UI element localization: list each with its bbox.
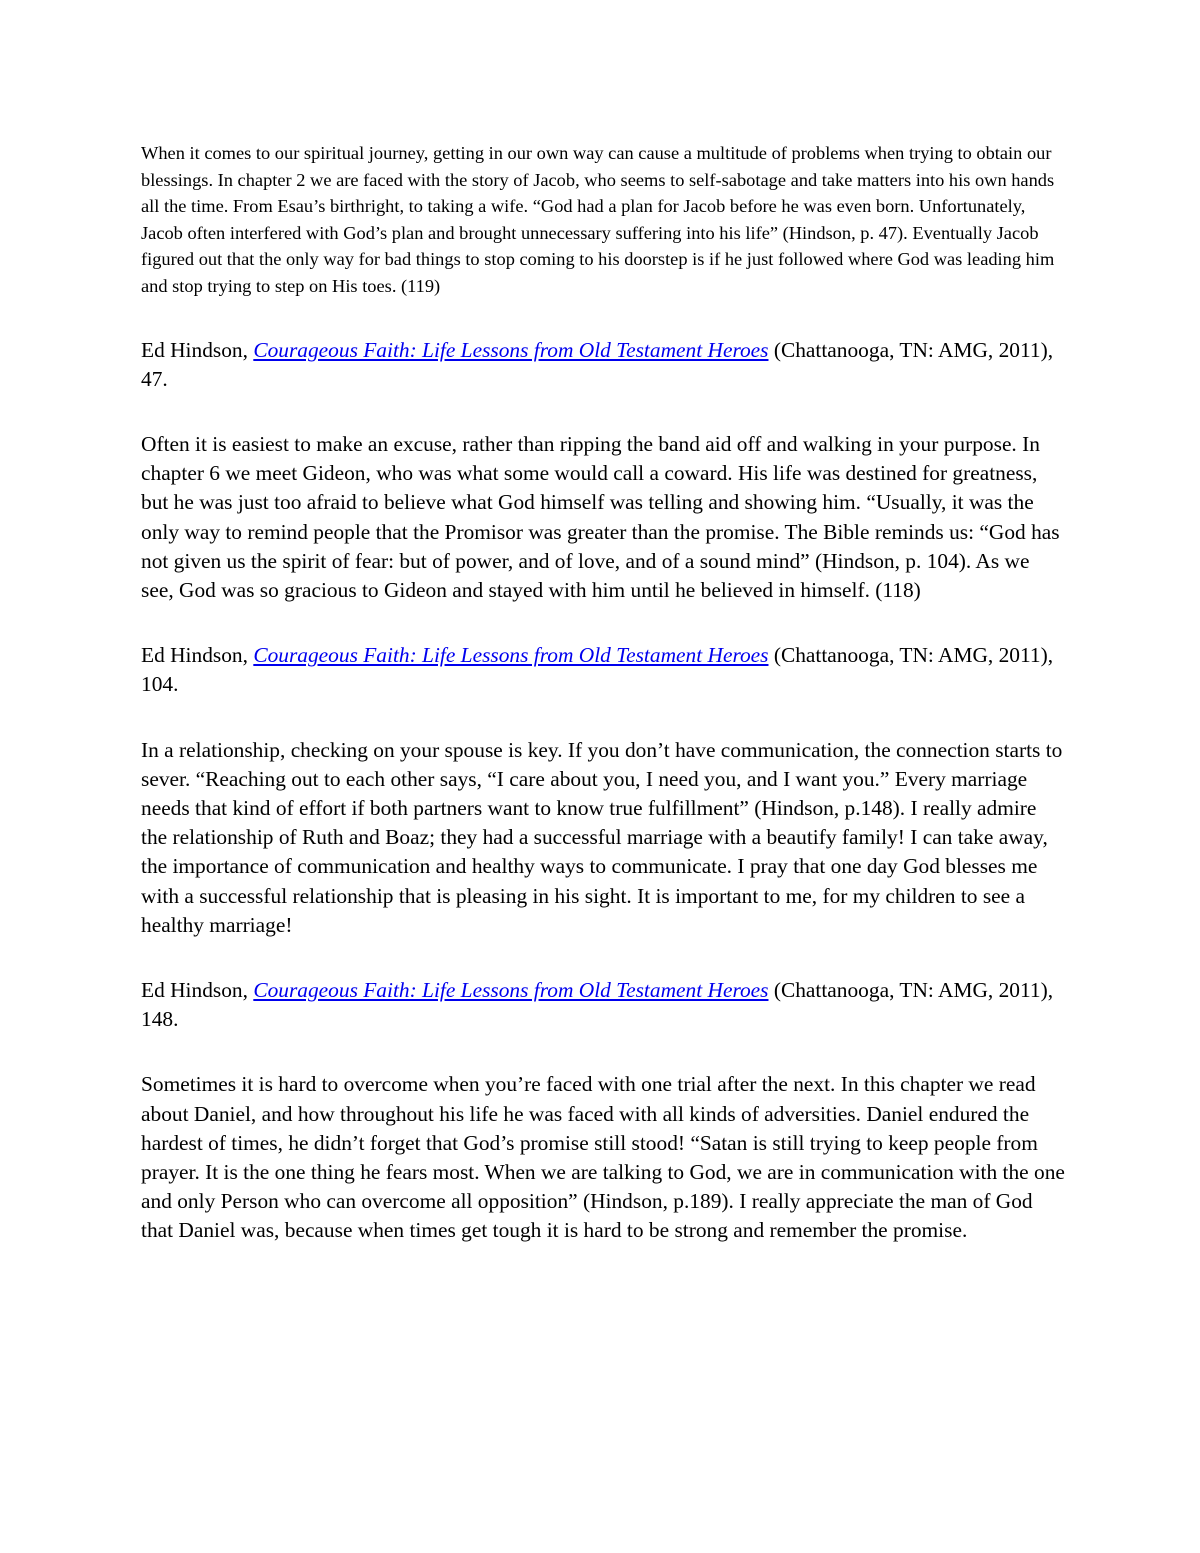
paragraph-daniel: Sometimes it is hard to overcome when you’re faced with one trial after the next. In this chapter we read about Daniel, and how throughout his life he was faced with all kinds of adversities. Daniel endured the hardest of times, he didn’t forget that God’s promise still stood! “Satan is still trying to keep people from prayer. It is the one thing he fears most. When we are talking to God, we are in communication with the one and only Person who can overcome all opposition” (Hindson, p.189). I really appreciate the man of God that Daniel was, because when times get tough it is hard to be strong and remember the promise. — [141, 1072, 1065, 1243]
citation-author: Ed Hindson, — [141, 978, 254, 1003]
spacer — [141, 605, 1066, 641]
citation-details: (Chattanooga, TN: AMG, 2011), 104. — [141, 643, 1054, 697]
spacer — [141, 300, 1066, 336]
citation-title-link[interactable]: Courageous Faith: Life Lessons from Old Testament Heroes — [253, 643, 769, 668]
citation-details: (Chattanooga, TN: AMG, 2011), 148. — [141, 978, 1054, 1032]
paragraph-jacob: When it comes to our spiritual journey, getting in our own way can cause a multitude of problems when trying to obtain our blessings. In chapter 2 we are faced with the story of Jacob, who seems to self-sabotage and take matters into his own hands all the time. From Esau’s birthright, to taking a wife. “God had a plan for Jacob before he was even born. Unfortunately, Jacob often interfered with God’s plan and brought unnecessary suffering into his life” (Hindson, p. 47). Eventually Jacob figured out that the only way for bad things to stop coming to his doorstep is if he just followed where God was leading him and stop trying to step on His toes. (119) — [141, 143, 1055, 296]
citation-title-link[interactable]: Courageous Faith: Life Lessons from Old Testament Heroes — [253, 978, 769, 1003]
spacer — [141, 700, 1066, 736]
document-body — [141, 140, 1066, 1246]
citation-author: Ed Hindson, — [141, 643, 254, 668]
spacer — [141, 1034, 1066, 1070]
citation-author: Ed Hindson, — [141, 337, 254, 362]
paragraph-gideon: Often it is easiest to make an excuse, rather than ripping the band aid off and walking in your purpose. In chapter 6 we meet Gideon, who was what some would call a coward. His life was destined for greatness, but he was just too afraid to believe what God himself was telling and showing him. “Usually, it was the only way to remind people that the Promisor was greater than the promise. The Bible reminds us: “God has not given us the spirit of fear: but of power, and of love, and of a sound mind” (Hindson, p. 104). As we see, God was so gracious to Gideon and stayed with him until he believed in himself. (118) — [141, 431, 1060, 602]
spacer — [141, 394, 1066, 430]
citation-title-link[interactable]: Courageous Faith: Life Lessons from Old Testament Heroes — [253, 337, 769, 362]
paragraph-ruth-boaz: In a relationship, checking on your spouse is key. If you don’t have communication, the connection starts to sever. “Reaching out to each other says, “I care about you, I need you, and I want you.” Every marriage needs that kind of effort if both partners want to know true fulfillment” (Hindson, p.148). I really admire the relationship of Ruth and Boaz; they had a successful marriage with a beautify family! I can take away, the importance of communication and healthy ways to communicate. I pray that one day God blesses me with a successful relationship that is pleasing in his sight. It is important to me, for my children to see a healthy marriage! — [141, 737, 1063, 937]
citation-3 — [141, 976, 1066, 1034]
citation-2 — [141, 641, 1066, 699]
citation-1 — [141, 336, 1066, 394]
spacer — [141, 940, 1066, 976]
citation-details: (Chattanooga, TN: AMG, 2011), 47. — [141, 337, 1054, 391]
